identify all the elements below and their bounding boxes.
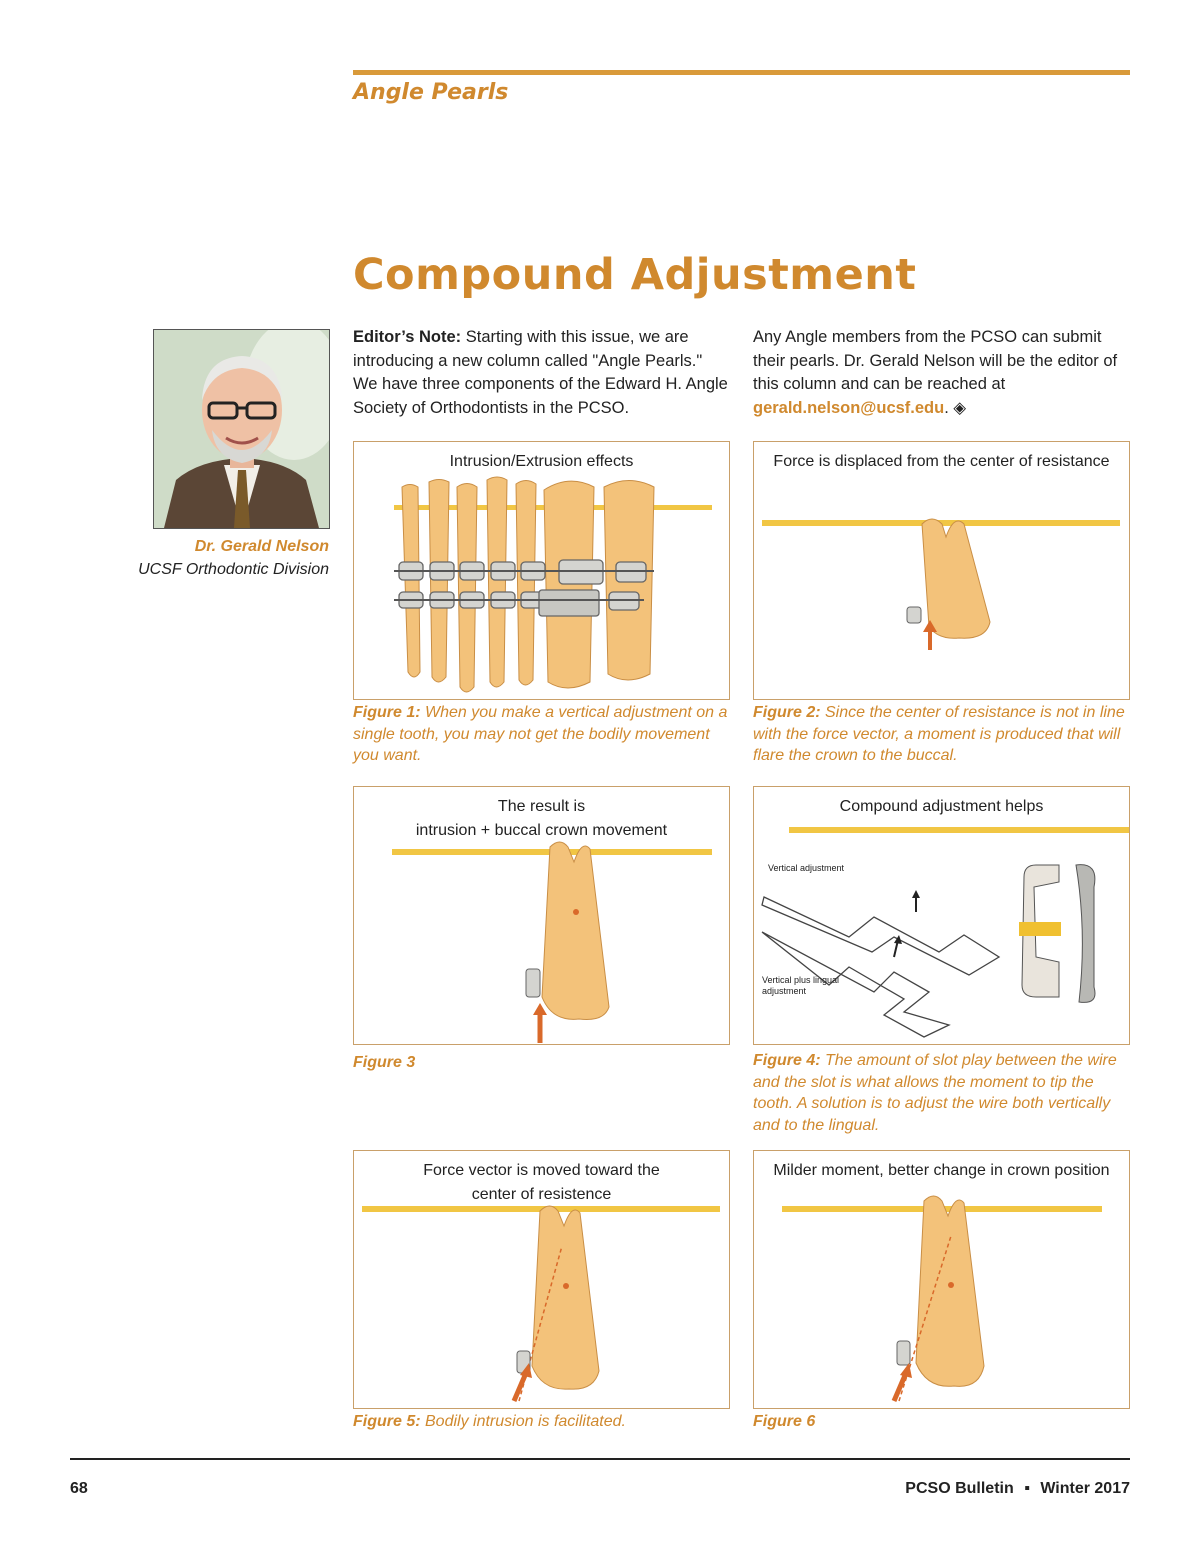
figure-1 — [353, 441, 730, 700]
figure-2-label: Figure 2: — [753, 704, 821, 721]
article-title: Compound Adjustment — [353, 250, 917, 300]
figure-6 — [753, 1150, 1130, 1409]
figure-5-caption: Figure 5: Bodily intrusion is facilitated. — [353, 1413, 626, 1430]
figure-4-caption: Figure 4: The amount of slot play between the wire and the slot is what allows the moment to tip the tooth. A solution is to adjust the wire both vertically and to the lingual. — [753, 1052, 1117, 1134]
figure-1-title: Intrusion/Extrusion effects — [449, 453, 634, 470]
figure-5 — [353, 1150, 730, 1409]
page-number: 68 — [70, 1480, 88, 1497]
editors-note-label: Editor’s Note: — [353, 328, 462, 346]
figure-3 — [353, 786, 730, 1045]
editors-note — [353, 326, 728, 420]
author-block — [130, 535, 329, 581]
figure-6-title: Milder moment, better change in crown position — [773, 1162, 1110, 1179]
figure-4-title: Compound adjustment helps — [839, 798, 1044, 815]
figure-2-caption: Figure 2: Since the center of resistance is not in line with the force vector, a moment is produced that will flare the crown to the buccal. — [753, 704, 1125, 764]
editors-note-text: Starting with this issue, we are introducing a new column called "Angle Pearls." We have three components of the Edward H. Angle Society of Orthodontists in the PCSO. — [353, 328, 728, 417]
author-photo — [153, 329, 330, 529]
figure-2 — [753, 441, 1130, 700]
section-title: Angle Pearls — [353, 80, 509, 105]
annotation-vertical: Vertical adjustment — [768, 863, 845, 873]
publication-info — [905, 1480, 1130, 1498]
separator: ▪ — [1024, 1480, 1030, 1497]
publication-name: PCSO Bulletin — [905, 1480, 1014, 1497]
figure-6-label: Figure 6 — [753, 1413, 816, 1430]
figure-1-caption: Figure 1: When you make a vertical adjustment on a single tooth, you may not get the bodily movement you want. — [353, 704, 728, 764]
author-affiliation: UCSF Orthodontic Division — [138, 561, 329, 578]
figure-6-caption — [753, 1411, 1131, 1433]
figure-5-title: Force vector is moved toward the center of resistence — [423, 1162, 660, 1203]
intro-paragraph-2 — [753, 326, 1130, 420]
figure-4 — [753, 786, 1130, 1045]
figure-5-label: Figure 5: — [353, 1413, 421, 1430]
figure-3-caption — [353, 1052, 731, 1074]
annotation-vertical-lingual: Vertical plus lingual adjustment — [762, 975, 840, 996]
figure-1-label: Figure 1: — [353, 704, 421, 721]
figure-4-label: Figure 4: — [753, 1052, 821, 1069]
header-rule — [353, 70, 1130, 75]
figure-3-label: Figure 3 — [353, 1054, 416, 1071]
end-mark: . ◈ — [944, 398, 967, 417]
author-name: Dr. Gerald Nelson — [194, 538, 329, 555]
footer-rule — [70, 1458, 1130, 1460]
email-link[interactable]: gerald.nelson@ucsf.edu — [753, 398, 945, 417]
figure-3-title: The result is intrusion + buccal crown movement — [415, 798, 668, 839]
intro-text: Any Angle members from the PCSO can submit their pearls. Dr. Gerald Nelson will be the editor of this column and can be reached at — [753, 328, 1118, 393]
issue: Winter 2017 — [1040, 1480, 1130, 1497]
figure-2-title: Force is displaced from the center of resistance — [773, 453, 1110, 470]
